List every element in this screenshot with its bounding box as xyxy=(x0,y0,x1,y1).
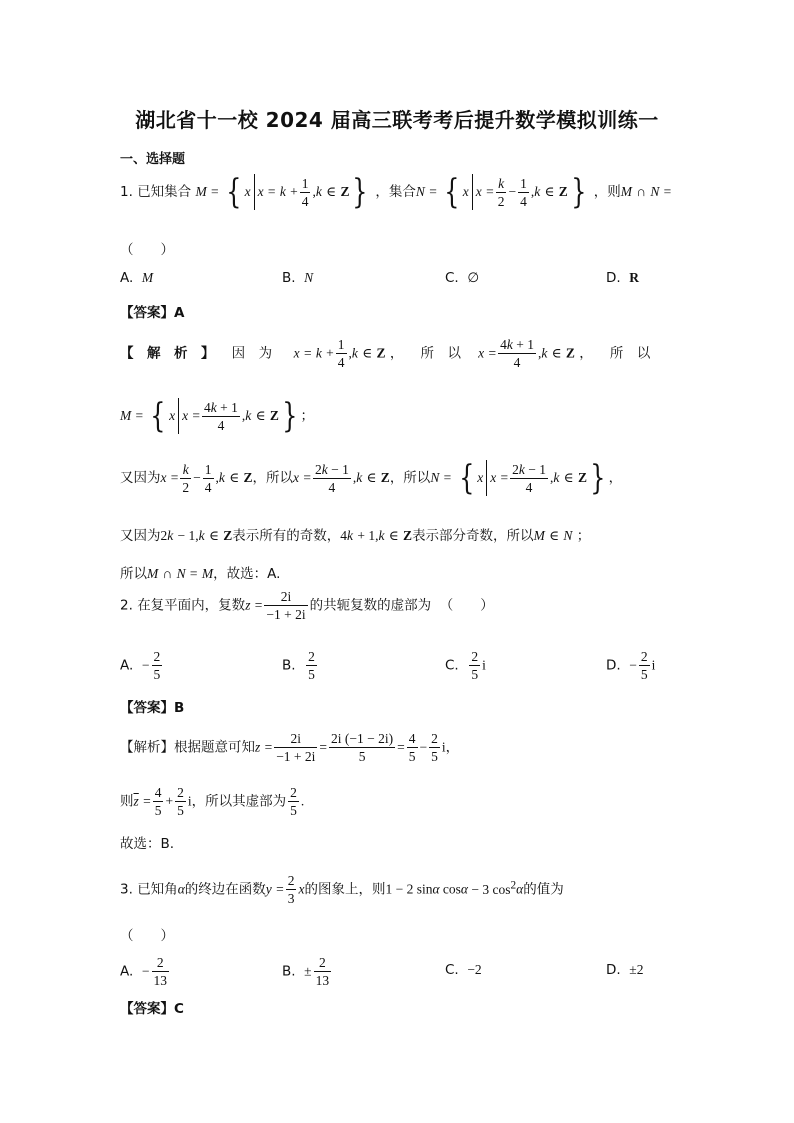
analysis-line: 故选：B. xyxy=(120,836,175,852)
question-3-stem: 3. 已知角α的终边在函数y = $\frac{2}{3}$ x的图象上，则1 − 2 sinα cosα − 3 $\cos^2\alpha$的值为 xyxy=(120,873,564,906)
question-text: ，则 xyxy=(593,184,621,200)
analysis-line: 则$\overline{z}$ = $\frac{4}{5}$ + $\frac{2}{5}$ i，所以其虚部为 $\frac{2}{5}$ . xyxy=(120,785,305,818)
question-number: 1. xyxy=(120,184,133,200)
question-text: ，集合 xyxy=(375,184,416,200)
option-d: D. − $\frac{2}{5}$ i xyxy=(606,649,656,682)
analysis-line: 又因为2k − 1,k ∈ Z表示所有的奇数，4k + 1,k ∈ Z表示部分奇数，所以M ∈ N ； xyxy=(120,528,591,544)
analysis-line: 【 解 析 】 因 为 x = k + $\frac{1}{4}$ ,k ∈ Z ， 所 以 x = $\frac{4k + 1}{4}$ ,k ∈ Z ， 所 以 xyxy=(120,337,651,370)
option-b: B. $\frac{2}{5}$ xyxy=(282,649,315,682)
option-b: B. N xyxy=(282,270,314,286)
option-c: C. −2 xyxy=(445,962,482,978)
section-heading: 一、选择题 xyxy=(120,152,186,167)
page-title: 湖北省十一校 2024 届高三联考考后提升数学模拟训练一 xyxy=(135,108,659,132)
answer-label: 【答案】B xyxy=(120,700,185,716)
option-a: A. − $\frac{2}{5}$ xyxy=(120,649,161,682)
analysis-line: M = { x x = $\frac{4k + 1}{4}$ ,k ∈ Z} ； xyxy=(120,396,315,436)
question-1-stem: 1. 已知集合 M = { x x = k + $\frac{1}{4}$ ,k ∈ Z} ，集合N = { x x = $\frac{k}{2}$ − $\frac{1}{4}$ ,k ∈ Z} ，则M ∩ N = xyxy=(120,172,672,212)
answer-label: 【答案】A xyxy=(120,305,185,321)
answer-blank: （ ） xyxy=(120,242,174,258)
option-c: C. ∅ xyxy=(445,270,480,286)
question-2-stem: 2. 在复平面内，复数z = $\frac{2i}{-1 + 2i}$ 的共轭复数的虚部为 （ ） xyxy=(120,589,494,622)
analysis-line: 所以M ∩ N = M，故选：A. xyxy=(120,566,281,582)
option-a: A. M xyxy=(120,270,154,286)
option-c: C. $\frac{2}{5}$ i xyxy=(445,649,486,682)
option-b: B. ± $\frac{2}{13}$ xyxy=(282,955,330,988)
analysis-line: 【解析】根据题意可知z = $\frac{2i}{-1 + 2i}$ = $\frac{2i (-1 - 2i)}{5}$ = $\frac{4}{5}$ − $\frac{2}{5}$ i， xyxy=(120,731,460,764)
option-d: D. R xyxy=(606,270,640,286)
question-text: 已知集合 xyxy=(137,184,192,200)
answer-blank: （ ） xyxy=(120,928,174,944)
analysis-line: 又因为x = $\frac{k}{2}$ − $\frac{1}{4}$ ,k ∈ Z，所以x = $\frac{2k - 1}{4}$ ,k ∈ Z，所以N = { x x = $\frac{2k - 1}{4}$ ,k ∈ Z} ， xyxy=(120,458,623,498)
option-a: A. − $\frac{2}{13}$ xyxy=(120,955,168,988)
answer-label: 【答案】C xyxy=(120,1001,184,1017)
option-d: D. ±2 xyxy=(606,962,644,978)
